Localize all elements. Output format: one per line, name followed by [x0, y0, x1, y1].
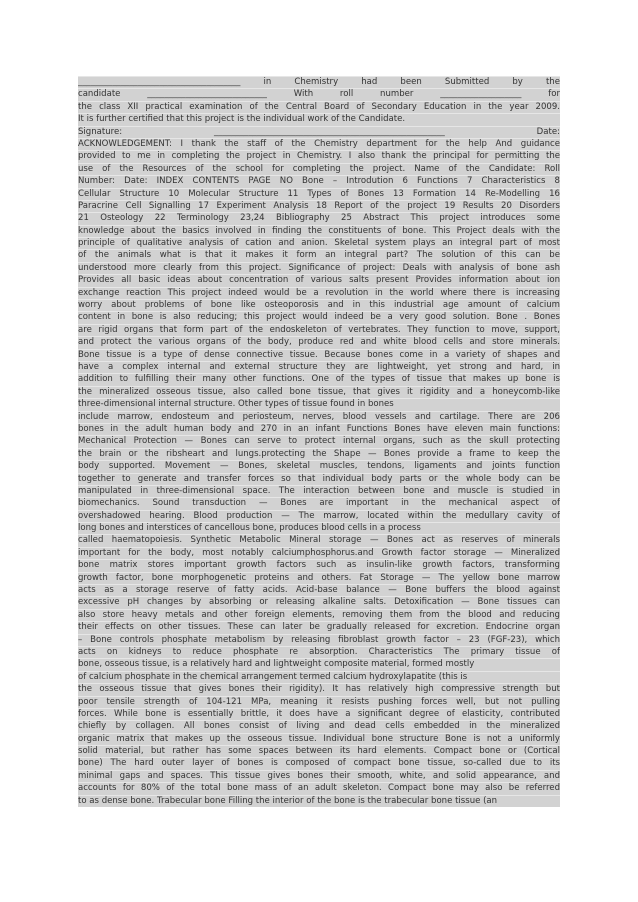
text-line: accounts for 80% of the total bone mass of an adult skeleton. Compact bone may also be referred	[78, 783, 560, 794]
text-line: include marrow, endosteum and periosteum, nerves, blood vessels and cartilage. There are 206	[78, 411, 560, 422]
text-line: their effects on other tissues. These can later be gradually released for excretion. Endocrine organ	[78, 622, 560, 633]
text-line: called haematopoiesis. Synthetic Metabolic Mineral storage — Bones act as reserves of minerals	[78, 535, 560, 546]
text-line: 21 Osteology 22 Terminology 23,24 Bibliography 25 Abstract This project introduces some	[78, 213, 560, 224]
text-line: ______________________________________ in Chemistry had been Submitted by the	[78, 77, 560, 87]
text-line: – Bone controls phosphate metabolism by releasing fibroblast growth factor – 23 (FGF-23), which	[78, 634, 560, 645]
text-line: overshadowed hearing. Blood production — The marrow, located within the medullary cavity of	[78, 510, 560, 521]
text-line: chiefly by collagen. All bones consist of living and dead cells embedded in the mineralized	[78, 721, 560, 732]
text-line: together to generate and transfer forces so that individual body parts or the whole body can be	[78, 473, 560, 484]
text-line: long bones and interstices of cancellous bone, produces blood cells in a process	[78, 522, 560, 534]
text-line: the brain or the ribsheart and lungs.protecting the Shape — Bones provide a frame to keep the	[78, 448, 560, 459]
text-line: Signature: ______________________________________________________ Date:	[78, 126, 560, 137]
text-line: addition to fulfilling their many other functions. One of the types of tissue that makes up bone is	[78, 374, 560, 385]
text-line: poor tensile strength of 104-121 MPa, meaning it resists pushing forces well, but not pulling	[78, 696, 560, 707]
text-line: have a complex internal and external structure they are lightweight, yet strong and hard, in	[78, 361, 560, 372]
text-line: Bone tissue is a type of dense connective tissue. Because bones come in a variety of shapes and	[78, 349, 560, 360]
text-line: solid material, but rather has some spaces between its hard elements. Compact bone or (Cortical	[78, 746, 560, 757]
text-line: the mineralized osseous tissue, also called bone tissue, that gives it rigidity and a honeycomb-like	[78, 386, 560, 397]
text-line: organic matrix that makes up the osseous tissue. Individual bone structure Bone is not a uniformly	[78, 733, 560, 744]
text-line: excessive pH changes by absorbing or releasing alkaline salts. Detoxification — Bone tissues can	[78, 597, 560, 608]
text-line: use of the Resources of the school for completing the project. Name of the Candidate: Roll	[78, 163, 560, 174]
text-line: acts as a storage reserve of fatty acids. Acid-base balance — Bone buffers the blood against	[78, 585, 560, 596]
text-line: of the animals what is that it makes it form an integral part? The solution of this can be	[78, 250, 560, 261]
text-line: bone, osseous tissue, is a relatively hard and lightweight composite material, formed mostly	[78, 658, 560, 670]
text-line: growth factor, bone morphogenetic proteins and others. Fat Storage — The yellow bone marrow	[78, 572, 560, 583]
text-line: also store heavy metals and other foreign elements, removing them from the blood and reducing	[78, 609, 560, 620]
text-line: exchange reaction This project indeed would be a revolution in the world where there is increasing	[78, 287, 560, 298]
text-line: biomechanics. Sound transduction — Bones are important in the mechanical aspect of	[78, 498, 560, 509]
text-line: provided to me in completing the project in Chemistry. I also thank the principal for permitting the	[78, 151, 560, 162]
text-line: Cellular Structure 10 Molecular Structure 11 Types of Bones 13 Formation 14 Re-Modelling 16	[78, 188, 560, 199]
text-line: It is further certified that this project is the individual work of the Candidate.	[78, 113, 560, 125]
text-line: manipulated in three-dimensional space. The interaction between bone and muscle is studied in	[78, 485, 560, 496]
text-line: forces. While bone is essentially brittle, it does have a significant degree of elasticity, contributed	[78, 708, 560, 719]
text-line: Paracrine Cell Signalling 17 Experiment Analysis 18 Report of the project 19 Results 20 Disorders	[78, 200, 560, 211]
text-line: of calcium phosphate in the chemical arrangement termed calcium hydroxylapatite (this is	[78, 671, 560, 683]
text-line: knowledge about the basics involved in finding the constituents of bone. This Project deals with the	[78, 225, 560, 236]
text-line: Provides all basic ideas about concentration of various salts present Provides information about ion	[78, 275, 560, 286]
text-line: bone) The hard outer layer of bones is composed of compact bone tissue, so-called due to its	[78, 758, 560, 769]
text-line: understood more clearly from this project. Significance of project: Deals with analysis of bone ash	[78, 262, 560, 273]
document-text-block	[78, 76, 560, 807]
text-line: three-dimensional internal structure. Other types of tissue found in bones	[78, 398, 560, 410]
text-line: the osseous tissue that gives bones their rigidity). It has relatively high compressive strength but	[78, 684, 560, 695]
text-line: candidate ____________________________ With roll number ___________________ for	[78, 89, 560, 100]
text-line: acts on kidneys to reduce phosphate re absorption. Characteristics The primary tissue of	[78, 646, 560, 657]
text-line: and protect the various organs of the body, produce red and white blood cells and store minerals.	[78, 337, 560, 348]
text-line: content in bone is also reducing; this project would indeed be a very good solution. Bone . Bones	[78, 312, 560, 323]
text-line: body supported. Movement — Bones, skeletal muscles, tendons, ligaments and joints function	[78, 461, 560, 472]
text-line: the class XII practical examination of the Central Board of Secondary Education in the year 2009.	[78, 101, 560, 112]
text-line: worry about problems of bone like osteoporosis and in this industrial age amount of calcium	[78, 300, 560, 311]
text-line: to as dense bone. Trabecular bone Filling the interior of the bone is the trabecular bone tissue (an	[78, 795, 560, 807]
text-line: ACKNOWLEDGEMENT: I thank the staff of the Chemistry department for the help And guidance	[78, 138, 560, 149]
text-line: Mechanical Protection — Bones can serve to protect internal organs, such as the skull protecting	[78, 436, 560, 447]
text-line: are rigid organs that form part of the endoskeleton of vertebrates. They function to move, support,	[78, 324, 560, 335]
text-line: important for the body, most notably calciumphosphorus.and Growth factor storage — Mineralized	[78, 547, 560, 558]
text-line: Number: Date: INDEX CONTENTS PAGE NO Bone – Introdution 6 Functions 7 Characteristics 8	[78, 176, 560, 187]
text-line: bones in the adult human body and 270 in an infant Functions Bones have eleven main functions:	[78, 423, 560, 434]
text-line: bone matrix stores important growth factors such as insulin-like growth factors, transforming	[78, 560, 560, 571]
text-line: principle of qualitative analysis of cation and anion. Skeletal system plays an integral part of most	[78, 238, 560, 249]
text-line: minimal gaps and spaces. This tissue gives bones their smooth, white, and solid appearance, and	[78, 770, 560, 781]
